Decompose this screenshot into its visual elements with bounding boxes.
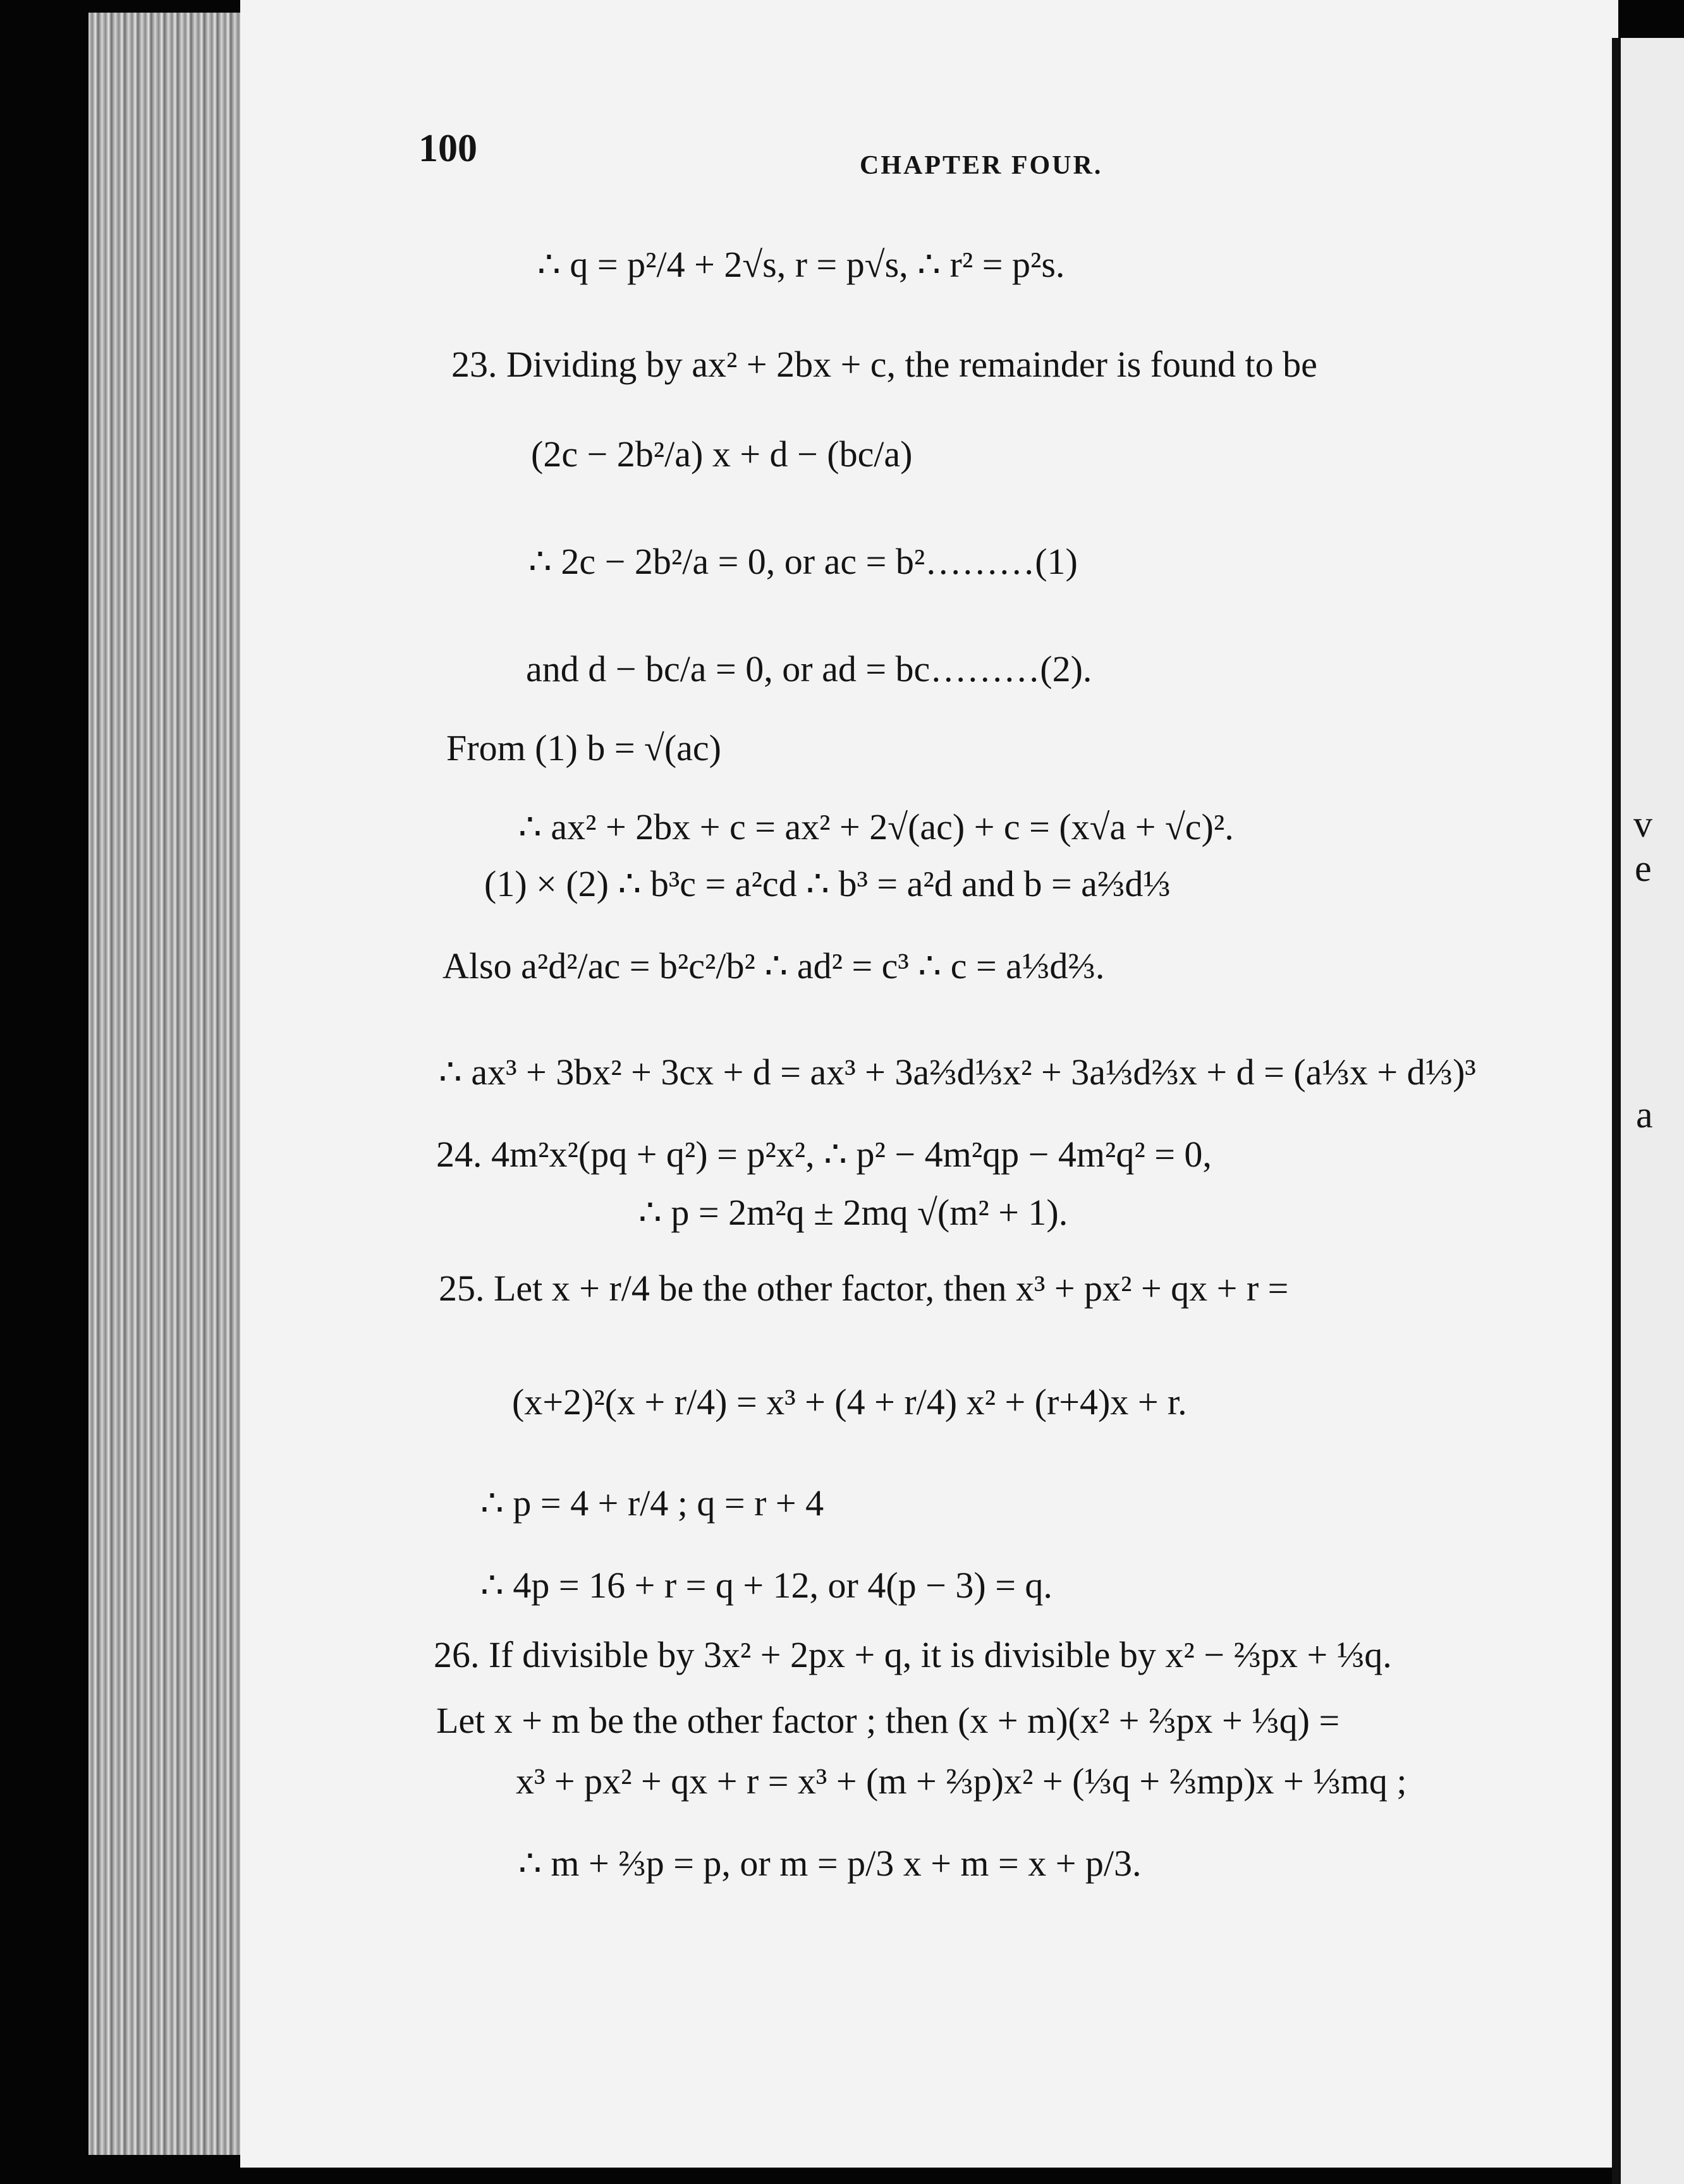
math-line: ∴ 2c − 2b²/a = 0, or ac = b²………(1): [528, 541, 1078, 582]
math-line: ∴ ax³ + 3bx² + 3cx + d = ax³ + 3a⅔d⅓x² + 3a⅓d⅔x + d = (a⅓x + d⅓)³: [439, 1052, 1476, 1093]
math-line: ∴ p = 4 + r/4 ; q = r + 4: [480, 1483, 824, 1524]
math-line: x³ + px² + qx + r = x³ + (m + ⅔p)x² + (⅓q + ⅔mp)x + ⅓mq ;: [516, 1761, 1407, 1802]
running-head: CHAPTER FOUR.: [860, 151, 1103, 180]
page-number: 100: [418, 127, 477, 170]
math-line: (2c − 2b²/a) x + d − (bc/a): [531, 434, 913, 475]
math-line: From (1) b = √(ac): [446, 727, 721, 768]
math-line: ∴ ax² + 2bx + c = ax² + 2√(ac) + c = (x√a + √c)².: [518, 806, 1234, 847]
math-line: Let x + m be the other factor ; then (x + m)(x² + ⅔px + ⅓q) =: [436, 1700, 1340, 1741]
math-line: (x+2)²(x + r/4) = x³ + (4 + r/4) x² + (r+4)x + r.: [512, 1381, 1187, 1423]
facing-page-letter: v: [1633, 803, 1652, 845]
exercise-24-line: 24. 4m²x²(pq + q²) = p²x², ∴ p² − 4m²qp − 4m²q² = 0,: [436, 1134, 1212, 1175]
math-line: ∴ p = 2m²q ± 2mq √(m² + 1).: [638, 1192, 1068, 1233]
exercise-26-line: 26. If divisible by 3x² + 2px + q, it is divisible by x² − ⅔px + ⅓q.: [434, 1634, 1392, 1675]
math-line: ∴ q = p²/4 + 2√s, r = p√s, ∴ r² = p²s.: [537, 244, 1065, 285]
exercise-25-line: 25. Let x + r/4 be the other factor, then x³ + px² + qx + r =: [439, 1268, 1289, 1309]
math-line: ∴ m + ⅔p = p, or m = p/3 x + m = x + p/3.: [518, 1843, 1142, 1884]
facing-page-letter: a: [1636, 1094, 1653, 1136]
math-line: and d − bc/a = 0, or ad = bc………(2).: [526, 648, 1092, 689]
facing-page-letter: e: [1635, 847, 1652, 889]
exercise-23-heading: 23. Dividing by ax² + 2bx + c, the remainder is found to be: [451, 344, 1317, 385]
math-line: ∴ 4p = 16 + r = q + 12, or 4(p − 3) = q.: [480, 1565, 1052, 1606]
math-line: (1) × (2) ∴ b³c = a²cd ∴ b³ = a²d and b = a⅔d⅓: [484, 863, 1171, 904]
math-line: Also a²d²/ac = b²c²/b² ∴ ad² = c³ ∴ c = a⅓d⅔.: [442, 945, 1105, 986]
